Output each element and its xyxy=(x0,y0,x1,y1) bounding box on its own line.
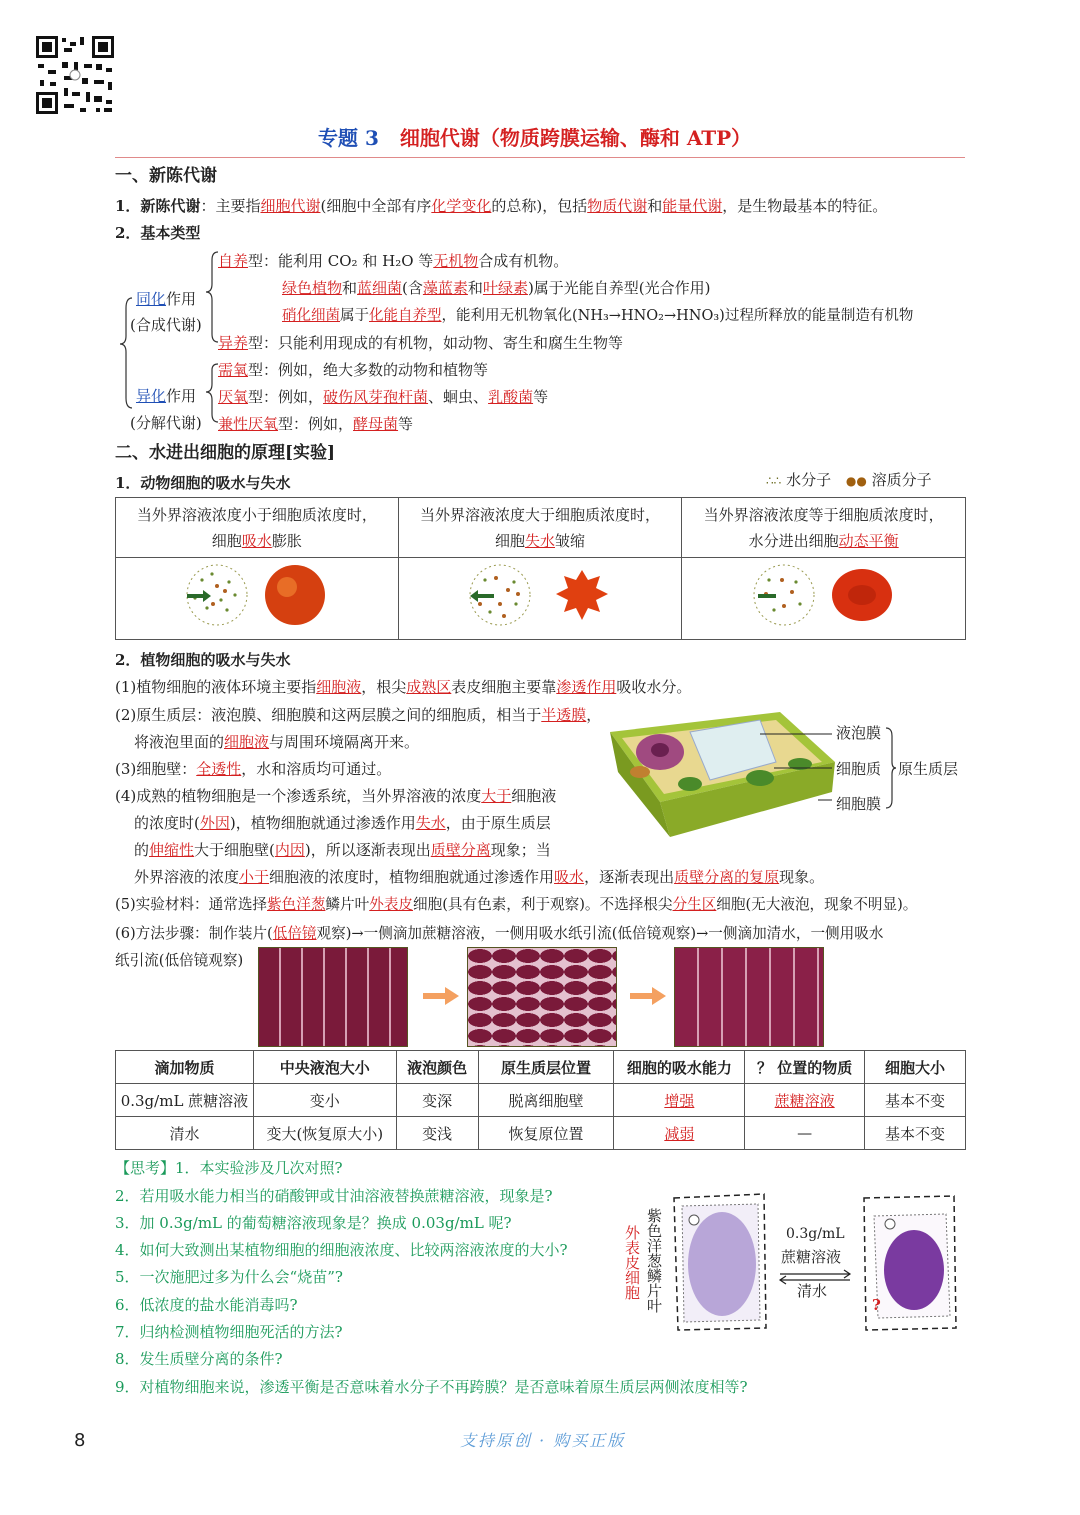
water-molecule-icon: ∴∴ xyxy=(766,474,782,488)
label-tonoplast: 液泡膜 xyxy=(836,724,882,742)
text: )，植物细胞就通过渗透作用 xyxy=(229,814,416,832)
text: 当外界溶液浓度等于细胞质浓度时， xyxy=(703,505,944,524)
arrow-right-icon xyxy=(423,985,459,1007)
anabolism-label xyxy=(136,288,196,309)
text: )，所以逐渐表现出 xyxy=(304,841,431,859)
keyword: 硝化细菌 xyxy=(282,308,340,324)
chemoautotroph-line xyxy=(282,304,913,325)
text: 膨胀 xyxy=(271,531,302,550)
cell xyxy=(614,1084,745,1117)
label-sucrose: 蔗糖溶液 xyxy=(781,1248,842,1266)
label-outer-epidermis: 外表皮细胞 xyxy=(623,1225,641,1300)
keyword: 酵母菌 xyxy=(353,415,399,433)
col-header: 中央液泡大小 xyxy=(253,1051,396,1084)
para-plant-4d xyxy=(134,867,824,887)
keyword: 藻蓝素 xyxy=(422,279,468,297)
keyword: 质壁分离 xyxy=(430,841,491,859)
text: 与周围环境隔离开来。 xyxy=(269,733,420,751)
para-plant-3 xyxy=(115,759,391,779)
subheading-plant: 2．植物细胞的吸水与失水 xyxy=(115,651,291,669)
title-divider xyxy=(115,157,965,158)
para-plant-6 xyxy=(115,924,883,944)
text: 等 xyxy=(398,415,414,433)
keyword: 绿色植物 xyxy=(282,279,343,297)
text: 大于细胞壁( xyxy=(194,841,275,859)
think-q5: 5．一次施肥过多为什么会“烧苗”? xyxy=(115,1268,343,1286)
text: )属于光能自养型(光合作用) xyxy=(527,279,711,297)
text: ，由于原生质层 xyxy=(445,814,551,832)
page-title xyxy=(318,122,751,151)
text: 细胞 xyxy=(211,531,242,550)
keyword: 增强 xyxy=(664,1091,695,1110)
text: 细胞液的浓度时，植物细胞就通过渗透作用 xyxy=(269,868,555,886)
text: 的 xyxy=(134,841,150,859)
think-q9: 9．对植物细胞来说，渗透平衡是否意味着水分子不再跨膜？是否意味着原生质层两侧浓度相等? xyxy=(115,1378,748,1396)
para-plant-5 xyxy=(115,895,917,915)
keyword: 失水 xyxy=(524,531,555,550)
text: 作用 xyxy=(166,387,197,405)
protoplast-brace xyxy=(884,726,896,810)
text: 细胞(具有色素，利于观察)。不选择根尖 xyxy=(413,896,673,913)
col-header: ？ 位置的物质 xyxy=(745,1051,865,1084)
text: 当外界溶液浓度小于细胞质浓度时， xyxy=(136,505,377,524)
keyword: 外因 xyxy=(199,814,230,832)
text: ，是生物最基本的特征。 xyxy=(722,197,888,215)
text: 现象；当 xyxy=(490,841,551,859)
plant-cell-illustration xyxy=(600,692,840,842)
para-plant-4 xyxy=(115,786,556,806)
keyword: 蓝细菌 xyxy=(357,279,403,297)
text: 型：例如， xyxy=(248,388,324,406)
col-header: 原生质层位置 xyxy=(478,1051,614,1084)
para-metabolism xyxy=(115,196,887,216)
keyword: 内因 xyxy=(274,841,305,859)
label-cytoplasm: 细胞质 xyxy=(836,760,882,778)
col-header: 滴加物质 xyxy=(116,1051,254,1084)
text: 现象。 xyxy=(779,868,825,886)
keyword: 细胞液 xyxy=(316,678,362,696)
text: 外界溶液的浓度 xyxy=(134,868,240,886)
keyword: 全透性 xyxy=(196,760,242,778)
keyword: 失水 xyxy=(415,814,446,832)
text: 型：例如，绝大多数的动物和植物等 xyxy=(248,361,489,379)
subheading-animal: 1．动物细胞的吸水与失水 xyxy=(115,474,291,492)
text: 细胞(无大液泡，现象不明显)。 xyxy=(716,896,918,913)
footer-slogan: 支持原创 · 购买正版 xyxy=(460,1431,626,1450)
anaerobic-line xyxy=(218,386,548,407)
para-plant-2 xyxy=(115,705,601,725)
text: 观察)→一侧滴加蔗糖溶液，一侧用吸水纸引流(低倍镜观察)→一侧滴加清水，一侧用吸水 xyxy=(316,925,884,942)
qr-code xyxy=(34,34,116,116)
keyword: 外表皮 xyxy=(369,896,414,913)
keyword: 渗透作用 xyxy=(556,678,617,696)
arrow-right-icon xyxy=(630,985,666,1007)
keyword: 异化 xyxy=(136,387,167,405)
think-q2: 2．若用吸水能力相当的硝酸钾或甘油溶液替换蔗糖溶液，现象是? xyxy=(115,1187,553,1205)
text: 、蛔虫、 xyxy=(428,388,489,406)
text: 型：例如， xyxy=(278,415,354,433)
text: 作用 xyxy=(166,290,197,308)
keyword: 破伤风芽孢杆菌 xyxy=(323,388,429,406)
photoautotroph-line xyxy=(282,277,711,298)
keyword: 低倍镜 xyxy=(272,925,317,942)
label-water: 清水 xyxy=(797,1282,828,1300)
cell-hypotonic xyxy=(116,498,399,558)
keyword: 蔗糖溶液 xyxy=(774,1091,835,1110)
cell: 基本不变 xyxy=(865,1117,966,1150)
heterotroph-line xyxy=(218,332,623,353)
text: 和 xyxy=(467,279,483,297)
keyword: 伸缩性 xyxy=(149,841,195,859)
subheading-types: 2．基本类型 xyxy=(115,224,201,242)
keyword: 化能自养型 xyxy=(369,308,442,324)
catabolism-paren: (分解代谢) xyxy=(130,414,202,432)
keyword: 质壁分离的复原 xyxy=(674,868,780,886)
text: 的浓度时( xyxy=(134,814,200,832)
keyword: 动态平衡 xyxy=(838,531,899,550)
anabolism-paren: (合成代谢) xyxy=(130,316,202,334)
swelling-image xyxy=(116,558,399,640)
label-onion: 紫色洋葱鳞片叶 xyxy=(645,1208,663,1313)
text: 和 xyxy=(647,197,663,215)
question-mark: ? xyxy=(872,1296,881,1314)
keyword: 兼性厌氧 xyxy=(218,415,279,433)
text: (4)成熟的植物细胞是一个渗透系统，当外界溶液的浓度 xyxy=(115,787,482,805)
cell xyxy=(614,1117,745,1150)
keyword: 紫色洋葱 xyxy=(267,896,326,913)
col-header: 细胞的吸水能力 xyxy=(614,1051,745,1084)
text: 吸收水分。 xyxy=(616,678,692,696)
keyword: 小于 xyxy=(239,868,270,886)
text: 合成有机物。 xyxy=(478,252,569,270)
table-row xyxy=(116,1084,966,1117)
classification-braces xyxy=(118,248,228,434)
cell: 变浅 xyxy=(396,1117,478,1150)
think-q1 xyxy=(115,1158,343,1178)
text: 型：能利用 CO₂ 和 H₂O 等 xyxy=(248,252,434,270)
para-plant-4b xyxy=(134,813,551,833)
text: (3)细胞壁： xyxy=(115,760,197,778)
text: 当外界溶液浓度大于细胞质浓度时， xyxy=(419,505,660,524)
text: 将液泡里面的 xyxy=(134,733,225,751)
keyword: 物质代谢 xyxy=(587,197,648,215)
keyword: 吸水 xyxy=(554,868,585,886)
think-q8: 8．发生质壁分离的条件? xyxy=(115,1350,283,1368)
col-header: 细胞大小 xyxy=(865,1051,966,1084)
aerobic-line xyxy=(218,359,488,380)
keyword: 成熟区 xyxy=(406,678,452,696)
legend-water: 水分子 xyxy=(786,471,832,489)
keyword: 化学变化 xyxy=(431,197,492,215)
topic-number: 专题 3 xyxy=(318,126,379,150)
text: (1)植物细胞的液体环境主要指 xyxy=(115,678,317,696)
keyword: 自养 xyxy=(218,252,249,270)
keyword: 分生区 xyxy=(672,896,717,913)
text: ， xyxy=(586,706,602,724)
animal-cell-table xyxy=(115,497,966,640)
label-protoplast: 原生质层 xyxy=(898,760,959,778)
equilibrium-image xyxy=(682,558,966,640)
think-q3: 3．加 0.3g/mL 的葡萄糖溶液现象是？换成 0.03g/mL 呢? xyxy=(115,1214,512,1232)
text: (细胞中全部有序 xyxy=(320,197,432,215)
cell: 0.3g/mL 蔗糖溶液 xyxy=(116,1084,254,1117)
text: (含 xyxy=(402,279,423,297)
keyword: 乳酸菌 xyxy=(488,388,534,406)
plasmolysis-table xyxy=(115,1050,966,1150)
text: (2)原生质层：液泡膜、细胞膜和这两层膜之间的细胞质，相当于 xyxy=(115,706,542,724)
topic-title: 细胞代谢（物质跨膜运输、酶和 ATP） xyxy=(399,126,752,150)
text: 水分进出细胞 xyxy=(748,531,839,550)
section-heading-1: 一、新陈代谢 xyxy=(115,166,217,186)
text: 等 xyxy=(533,388,549,406)
micrograph-plasmolysis xyxy=(467,947,617,1047)
text: (6)方法步骤：制作装片( xyxy=(115,925,273,942)
para-plant-4c xyxy=(134,840,551,860)
keyword: 叶绿素 xyxy=(482,279,528,297)
text: 皱缩 xyxy=(554,531,585,550)
para-plant-6b: 纸引流(低倍镜观察) xyxy=(115,952,244,969)
text: 的总称)，包括 xyxy=(491,197,588,215)
keyword: 同化 xyxy=(136,290,167,308)
cell: 变深 xyxy=(396,1084,478,1117)
keyword: 细胞液 xyxy=(224,733,270,751)
catabolism-label xyxy=(136,385,196,406)
cell-isotonic xyxy=(682,498,966,558)
micrograph-recovery xyxy=(674,947,824,1047)
shrinking-image xyxy=(398,558,682,640)
text: ：主要指 xyxy=(200,197,261,215)
page-number: 8 xyxy=(74,1430,86,1451)
text: 属于 xyxy=(340,308,369,324)
legend xyxy=(766,469,932,490)
text: 鳞片叶 xyxy=(325,896,370,913)
keyword: 无机物 xyxy=(433,252,479,270)
keyword: 半透膜 xyxy=(541,706,587,724)
cell: 清水 xyxy=(116,1117,254,1150)
label-cell-membrane: 细胞膜 xyxy=(836,795,882,813)
autotroph-line xyxy=(218,250,568,271)
think-q7: 7．归纳检测植物细胞死活的方法? xyxy=(115,1323,343,1341)
keyword: 细胞代谢 xyxy=(260,197,321,215)
text: ，根尖 xyxy=(361,678,407,696)
facultative-line xyxy=(218,413,413,434)
section-heading-2: 二、水进出细胞的原理[实验] xyxy=(115,443,336,463)
think-q6: 6．低浓度的盐水能消毒吗? xyxy=(115,1296,298,1314)
keyword: 厌氧 xyxy=(218,388,249,406)
cell: 变小 xyxy=(253,1084,396,1117)
cell: 基本不变 xyxy=(865,1084,966,1117)
cell: — xyxy=(745,1117,865,1150)
text: 型：只能利用现成的有机物，如动物、寄生和腐生生物等 xyxy=(248,334,624,352)
solute-molecule-icon: ●● xyxy=(845,474,867,488)
tag: 【思考】 xyxy=(115,1159,176,1177)
micrograph-normal xyxy=(258,947,408,1047)
keyword: 异养 xyxy=(218,334,249,352)
legend-solute: 溶质分子 xyxy=(871,471,932,489)
label-concentration: 0.3g/mL xyxy=(786,1226,845,1242)
text: (5)实验材料：通常选择 xyxy=(115,896,268,913)
cell-hypertonic xyxy=(398,498,682,558)
cell: 变大(恢复原大小) xyxy=(253,1117,396,1150)
keyword: 大于 xyxy=(481,787,512,805)
cell: 恢复原位置 xyxy=(478,1117,614,1150)
cell xyxy=(745,1084,865,1117)
keyword: 能量代谢 xyxy=(662,197,723,215)
keyword: 吸水 xyxy=(241,531,272,550)
label: 1．新陈代谢 xyxy=(115,197,201,215)
text: ，能利用无机物氧化(NH₃→HNO₂→HNO₃)过程所释放的能量制造有机物 xyxy=(441,308,914,324)
text: ，水和溶质均可通过。 xyxy=(241,760,392,778)
text: ，逐渐表现出 xyxy=(584,868,675,886)
text: 细胞液 xyxy=(511,787,557,805)
para-plant-2b xyxy=(134,732,419,752)
text: 表皮细胞主要靠 xyxy=(451,678,557,696)
table-row xyxy=(116,1117,966,1150)
keyword: 减弱 xyxy=(664,1124,695,1143)
text: 细胞 xyxy=(494,531,525,550)
col-header: 液泡颜色 xyxy=(396,1051,478,1084)
cell: 脱离细胞壁 xyxy=(478,1084,614,1117)
text: 1．本实验涉及几次对照? xyxy=(175,1159,343,1177)
text: 和 xyxy=(342,279,358,297)
think-q4: 4．如何大致测出某植物细胞的细胞液浓度、比较两溶液浓度的大小? xyxy=(115,1241,568,1259)
keyword: 需氧 xyxy=(218,361,249,379)
